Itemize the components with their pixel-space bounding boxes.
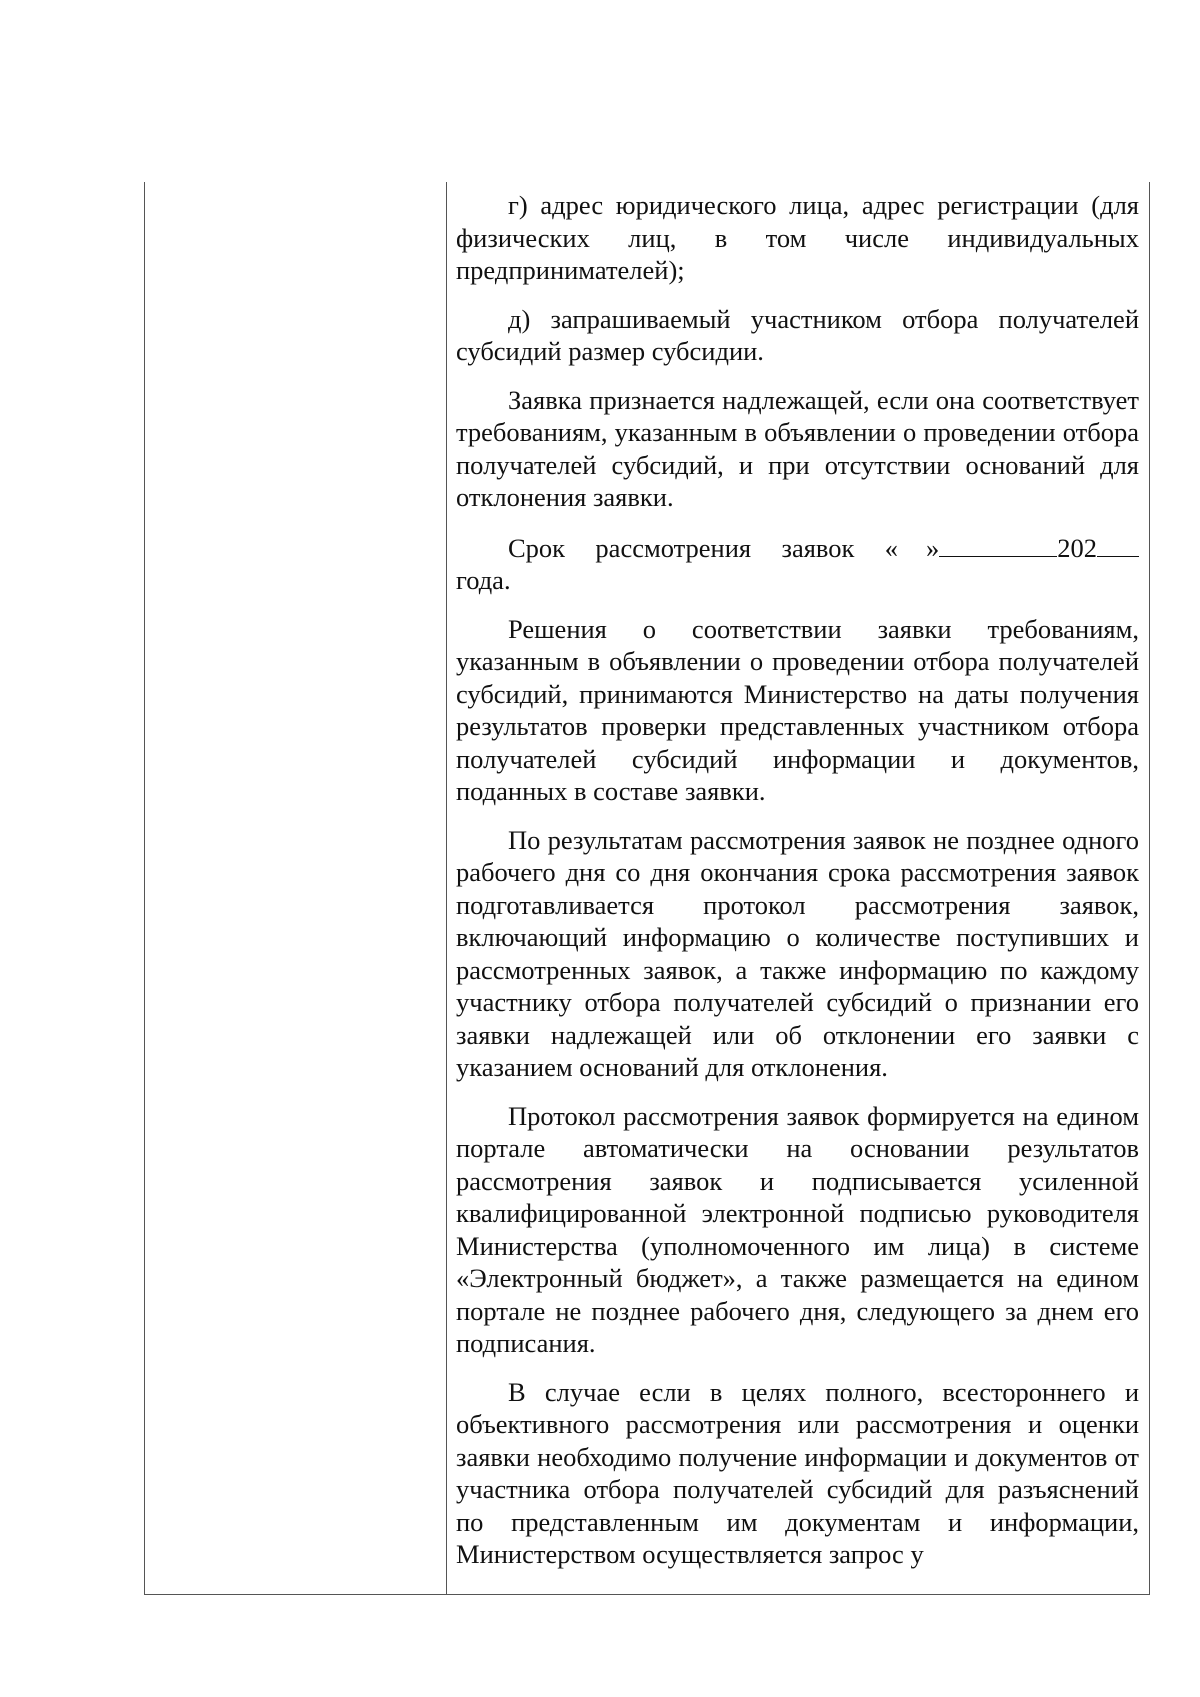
- date-year-blank: [1097, 530, 1139, 557]
- paragraph-review-results: По результатам рассмотрения заявок не позднее одного рабочего дня со дня окончания срока рассмотрения заявок подготавливается протокол рассмотрения заявок, включающий информацию о количестве поступивших и рассмотренных заявок, а также информацию по каждому участнику отбора получателей субсидий о признании его заявки надлежащей или об отклонении его заявки с указанием оснований для отклонения.: [456, 824, 1139, 1082]
- document-table: [144, 182, 1150, 1595]
- column-divider: [446, 182, 447, 1594]
- paragraph-protocol: Протокол рассмотрения заявок формируется на едином портале автоматически на основании результатов рассмотрения заявок и подписывается усиленной квалифицированной электронной подписью руководителя Министерства (уполномоченного им лица) в системе «Электронный бюджет», а также размещается на едином портале не позднее рабочего дня, следующего за днем его подписания.: [456, 1100, 1139, 1358]
- review-deadline-continuation: года.: [456, 565, 511, 595]
- table-cell-content: [456, 182, 1139, 1587]
- paragraph-subsidy-amount: д) запрашиваемый участником отбора получателей субсидий размер субсидии.: [456, 303, 1139, 366]
- review-deadline-year: 202: [1057, 532, 1097, 563]
- review-deadline-quote-close: »: [926, 532, 940, 563]
- paragraph-decisions: Решения о соответствии заявки требованиям, указанным в объявлении о проведении отбора получателей субсидий, принимаются Министерство на даты получения результатов проверки представленных участником отбора получателей субсидий информации и документов, поданных в составе заявки.: [456, 613, 1139, 806]
- review-deadline-label: Срок рассмотрения заявок «: [508, 532, 898, 563]
- paragraph-review-deadline: [456, 530, 1139, 597]
- paragraph-address: г) адрес юридического лица, адрес регистрации (для физических лиц, в том числе индивидуальных предпринимателей);: [456, 190, 1139, 285]
- paragraph-application-proper: Заявка признается надлежащей, если она соответствует требованиям, указанным в объявлении о проведении отбора получателей субсидий, и при отсутствии оснований для отклонения заявки.: [456, 384, 1139, 512]
- date-month-blank: [939, 530, 1057, 557]
- paragraph-clarification-request: В случае если в целях полного, всестороннего и объективного рассмотрения или рассмотрения и оценки заявки необходимо получение информации и документов от участника отбора получателей субсидий для разъяснений по представленным им документам и информации, Министерством осуществляется запрос у: [456, 1376, 1139, 1569]
